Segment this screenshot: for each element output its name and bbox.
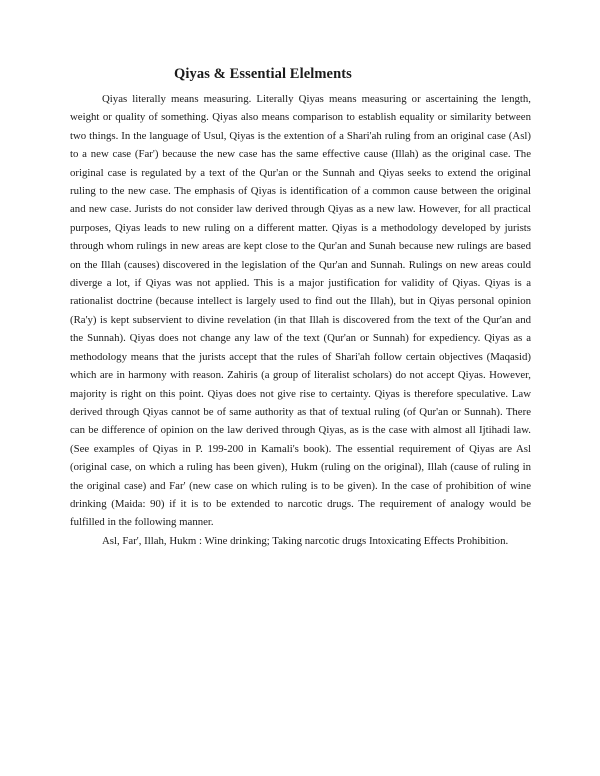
document-title: Qiyas & Essential Elelments: [174, 66, 352, 82]
body-paragraph-main: Qiyas literally means measuring. Literally Qiyas means measuring or ascertaining the length, weight or quality of something. Qiyas also means comparison to establish equality or similarity between two things. In the language of Usul, Qiyas is the extention of a Shari'ah ruling from an original case (Asl) to a new case (Far') because the new case has the same effective cause (Illah) as the original case. The original case is regulated by a text of the Qur'an or the Sunnah and Qiyas seeks to extend the original ruling to the new case. The emphasis of Qiyas is identification of a common cause between the original and new case. Jurists do not consider law derived through Qiyas as a new law. However, for all practical purposes, Qiyas leads to new ruling on a different matter. Qiyas is a methodology developed by jurists through whom rulings in new areas are kept close to the Qur'an and Sunah because new rulings are based on the Illah (causes) discovered in the legislation of the Qur'an and Sunnah. Rulings on new areas could diverge a lot, if Qiyas was not applied. This is a major justification for validity of Qiyas. Qiyas is a rationalist doctrine (because intellect is largely used to find out the Illah), but in Qiyas personal opinion (Ra'y) is kept subservient to divine revelation (in that Illah is discovered from the text of the Qur'an and the Sunnah). Qiyas does not change any law of the text (Qur'an or Sunnah) for expediency. Qiyas as a methodology means that the jurists accept that the rules of Shari'ah follow certain objectives (Maqasid) which are in harmony with reason. Zahiris (a group of literalist scholars) do not accept Qiyas. However, majority is right on this point. Qiyas does not give rise to certainty. Qiyas is therefore speculative. Law derived through Qiyas cannot be of same authority as that of textual ruling (of Qur'an or Sunnah). There can be difference of opinion on the law derived through Qiyas, as is the case with almost all Ijtihadi law. (See examples of Qiyas in P. 199-200 in Kamali's book). The essential requirement of Qiyas are Asl (original case, on which a ruling has been given), Hukm (ruling on the original), Illah (cause of ruling in the original case) and Far' (new case on which ruling is to be given). In the case of prohibition of wine drinking (Maida: 90) if it is to be extended to narcotic drugs. The requirement of analogy would be fulfilled in the following manner.: [70, 93, 531, 529]
body-paragraph-analogy: Asl, Far', Illah, Hukm : Wine drinking; Taking narcotic drugs Intoxicating Effects Prohibition.: [102, 534, 509, 547]
document-page: [70, 64, 531, 550]
